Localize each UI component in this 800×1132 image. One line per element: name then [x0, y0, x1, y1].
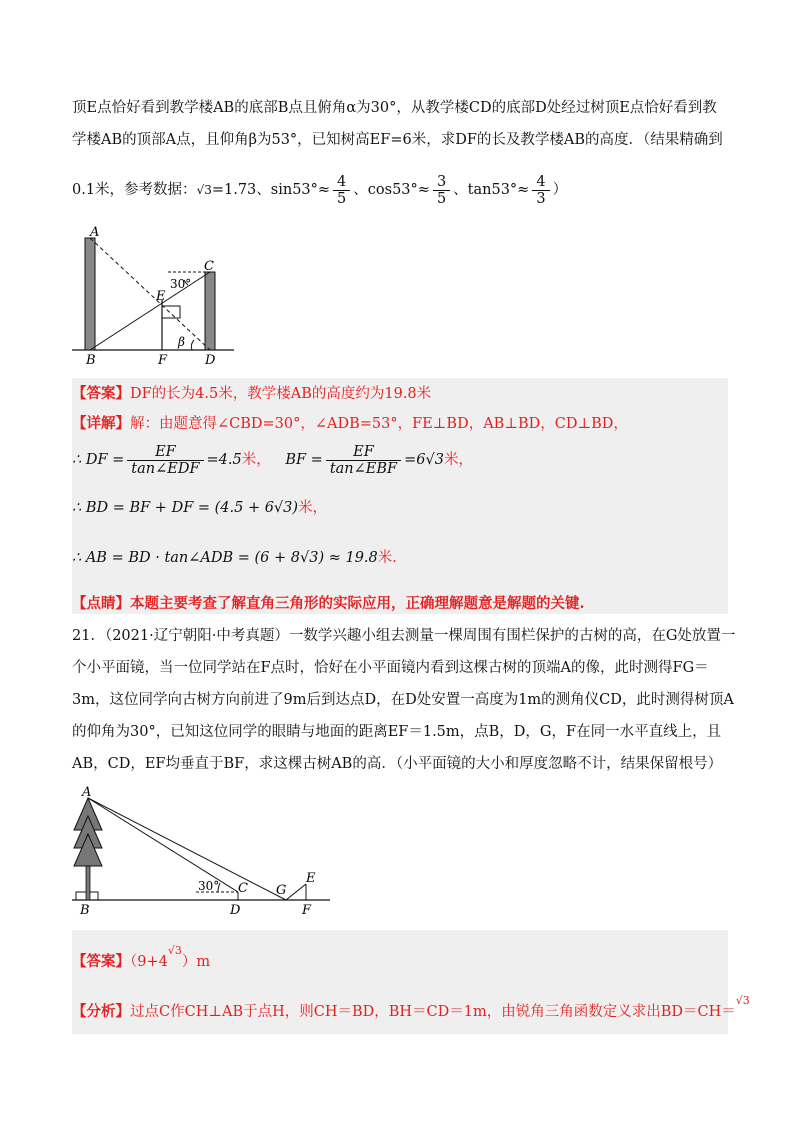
detail20-eq4: ∴ AB = BD · tan∠ADB = (6 + 8√3) ≈ 19.8米. — [72, 550, 397, 566]
figure-ancient-tree-mirror — [68, 784, 338, 918]
label-C: C — [238, 881, 248, 896]
problem21-line5: AB，CD，EF均垂直于BF，求这棵古树AB的高．（小平面镜的大小和厚度忽略不计，结果保留根号） — [72, 756, 723, 772]
sqrt3: √3 — [735, 994, 750, 1007]
sqrt3: √3 — [167, 944, 182, 957]
label-G: G — [276, 883, 287, 898]
detail20-eq3: ∴ BD = BF + DF = (4.5 + 6√3)米， — [72, 500, 328, 516]
problem20-line1: 顶E点恰好看到教学楼AB的底部B点且俯角α为30°，从教学楼CD的底部D处经过树顶E点恰好看到教 — [72, 100, 717, 116]
fraction-sin53: $\frac{4}{5}$ — [333, 174, 350, 207]
analysis21: 【分析】过点C作CH⊥AB于点H，则CH＝BD，BH＝CD＝1m，由锐角三角函数定义求出BD＝CH＝$^{√3}$ — [72, 994, 750, 1020]
label-B: B — [86, 353, 96, 368]
detail20-intro: 【详解】解：由题意得∠CBD=30°，∠ADB=53°，FE⊥BD，AB⊥BD，CD⊥BD， — [72, 415, 628, 432]
figure-school-buildings-tree — [72, 222, 242, 372]
label-B: B — [80, 903, 90, 918]
label-beta: β — [178, 335, 185, 349]
problem20-line3: 0.1米，参考数据：√3=1.73、sin53°≈ $\frac{4}{5}$ 、cos53°≈ $\frac{3}{5}$ 、tan53°≈ $\frac{4}{3}$ ） — [72, 173, 568, 207]
label-F: F — [158, 353, 168, 368]
detail20-eq1: ∴ DF = $\frac{EF}{\text{tan∠EDF}}$ =4.5米， BF = $\frac{EF}{\text{tan∠EBF}}$ =6√3米， — [72, 443, 473, 477]
label-D: D — [205, 353, 216, 368]
answer21: 【答案】$(9+4^{√3})m$ — [72, 944, 211, 970]
label-E: E — [306, 871, 316, 886]
sqrt3: √3 — [196, 183, 212, 197]
problem21-line4: 的仰角为30°，已知这位同学的眼睛与地面的距离EF＝1.5m，点B，D，G，F在同一水平直线上，且 — [72, 724, 722, 740]
fraction-tan53: $\frac{4}{3}$ — [532, 174, 549, 207]
label-A: A — [82, 785, 92, 800]
label-C: C — [204, 259, 214, 274]
problem21-line2: 个小平面镜，当一位同学站在F点时，恰好在小平面镜内看到这棵古树的顶端A的像，此时测得FG＝ — [72, 660, 709, 676]
label-A: A — [90, 225, 100, 240]
answer20: 【答案】DF的长为4.5米，教学楼AB的高度约为19.8米 — [72, 385, 432, 402]
label-30deg: 30° — [198, 879, 220, 893]
fraction-cos53: $\frac{3}{5}$ — [433, 174, 450, 207]
label-30deg: 30° — [170, 277, 192, 291]
problem21-line1: 21．（2021·辽宁朝阳·中考真题）一数学兴趣小组去测量一棵周围有围栏保护的古树的高，在G处放置一 — [72, 628, 736, 644]
label-E: E — [156, 289, 166, 304]
label-F: F — [302, 903, 312, 918]
label-D: D — [230, 903, 241, 918]
problem20-line2: 学楼AB的顶部A点，且仰角β为53°，已知树高EF=6米，求DF的长及教学楼AB的高度．（结果精确到 — [72, 132, 723, 148]
comment20: 【点睛】本题主要考查了解直角三角形的实际应用，正确理解题意是解题的关键. — [72, 595, 585, 612]
problem21-line3: 3m，这位同学向古树方向前进了9m后到达点D，在D处安置一高度为1m的测角仪CD，此时测得树顶A — [72, 692, 734, 708]
